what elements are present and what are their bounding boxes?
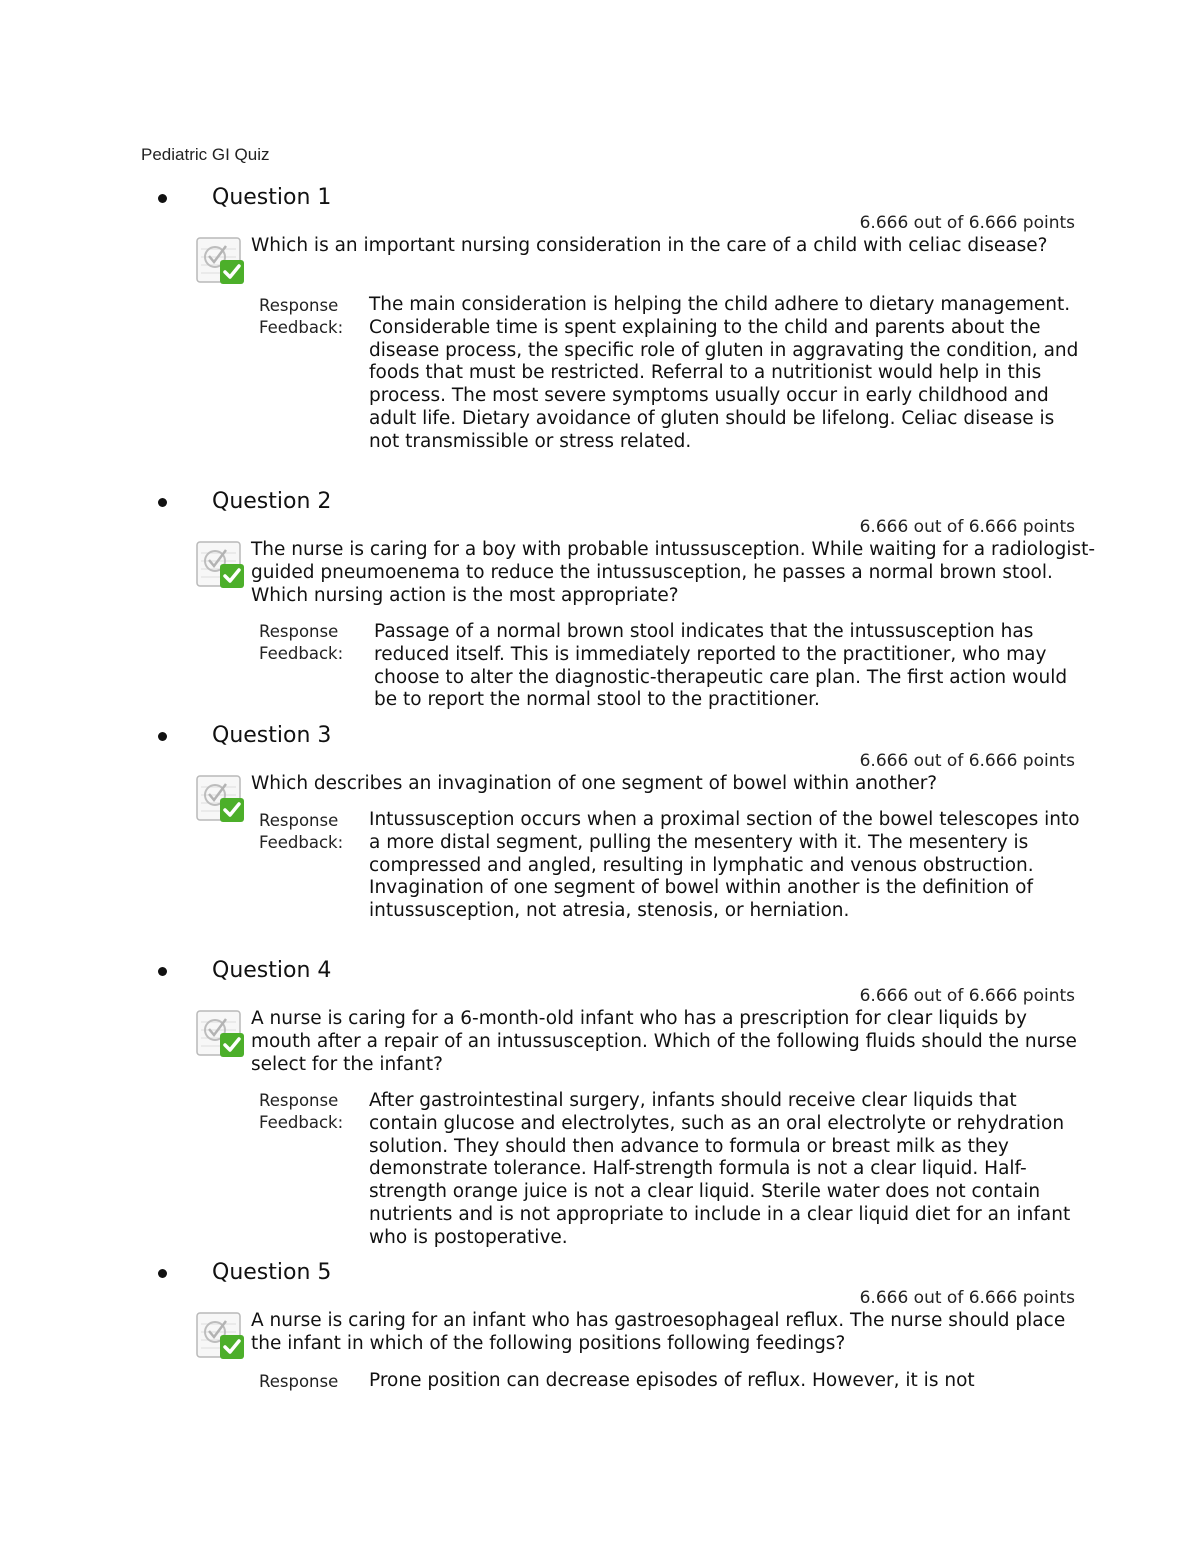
correct-check-icon	[195, 235, 247, 287]
bullet-icon	[158, 1269, 167, 1278]
response-feedback-label: Response Feedback:	[259, 622, 344, 663]
question-points: 6.666 out of 6.666 points	[859, 213, 1075, 233]
response-feedback-label: Response	[259, 1372, 339, 1391]
response-feedback-text: Passage of a normal brown stool indicates that the intussusception has reduced itself. This is immediately reported to the practitioner, who may choose to alter the diagnostic-therapeutic care plan. The first action would be to report the normal stool to the practitioner.	[374, 621, 1068, 711]
document-title: Pediatric GI Quiz	[141, 145, 270, 164]
question-heading: Question 4	[212, 958, 332, 983]
question-text: Which is an important nursing consideration in the care of a child with celiac disease?	[251, 235, 1048, 256]
response-feedback-label: Response Feedback:	[259, 811, 344, 852]
correct-check-icon	[195, 539, 247, 591]
question-heading: Question 2	[212, 489, 332, 514]
question-text: Which describes an invagination of one segment of bowel within another?	[251, 773, 938, 794]
bullet-icon	[158, 732, 167, 741]
question-points: 6.666 out of 6.666 points	[859, 517, 1075, 537]
response-feedback-text: After gastrointestinal surgery, infants should receive clear liquids that contain glucose and electrolytes, such as an oral electrolyte or rehydration solution. They should then advance to formula or breast milk as they demonstrate tolerance. Half-strength formula is not a clear liquid. Half-strength orange juice is not a clear liquid. Sterile water does not contain nutrients and is not appropriate to include in a clear liquid diet for an infant who is postoperative.	[369, 1090, 1071, 1248]
response-feedback-label: Response Feedback:	[259, 296, 344, 337]
bullet-icon	[158, 498, 167, 507]
question-points: 6.666 out of 6.666 points	[859, 1288, 1075, 1308]
question-points: 6.666 out of 6.666 points	[859, 986, 1075, 1006]
response-feedback-text: Prone position can decrease episodes of reflux. However, it is not	[369, 1370, 975, 1391]
question-heading: Question 5	[212, 1260, 332, 1285]
question-heading: Question 1	[212, 185, 332, 210]
correct-check-icon	[195, 1310, 247, 1362]
bullet-icon	[158, 194, 167, 203]
question-text: A nurse is caring for an infant who has gastroesophageal reflux. The nurse should place the infant in which of the following positions following feedings?	[251, 1310, 1066, 1354]
response-feedback-text: The main consideration is helping the child adhere to dietary management. Considerable time is spent explaining to the child and parents about the disease process, the specific role of gluten in aggravating the condition, and foods that must be restricted. Referral to a nutritionist would help in this process. The most severe symptoms usually occur in early childhood and adult life. Dietary avoidance of gluten should be lifelong. Celiac disease is not transmissible or stress related.	[369, 294, 1079, 452]
response-feedback-label: Response Feedback:	[259, 1091, 344, 1132]
question-points: 6.666 out of 6.666 points	[859, 751, 1075, 771]
correct-check-icon	[195, 773, 247, 825]
response-feedback-text: Intussusception occurs when a proximal section of the bowel telescopes into a more distal segment, pulling the mesentery with it. The mesentery is compressed and angled, resulting in lymphatic and venous obstruction. Invagination of one segment of bowel within another is the definition of intussusception, not atresia, stenosis, or herniation.	[369, 809, 1080, 922]
correct-check-icon	[195, 1008, 247, 1060]
bullet-icon	[158, 967, 167, 976]
question-text: The nurse is caring for a boy with probable intussusception. While waiting for a radiologist-guided pneumoenema to reduce the intussusception, he passes a normal brown stool. Which nursing action is the most appropriate?	[251, 539, 1096, 606]
question-text: A nurse is caring for a 6-month-old infant who has a prescription for clear liquids by mouth after a repair of an intussusception. Which of the following fluids should the nurse select for the infant?	[251, 1008, 1077, 1075]
question-heading: Question 3	[212, 723, 332, 748]
